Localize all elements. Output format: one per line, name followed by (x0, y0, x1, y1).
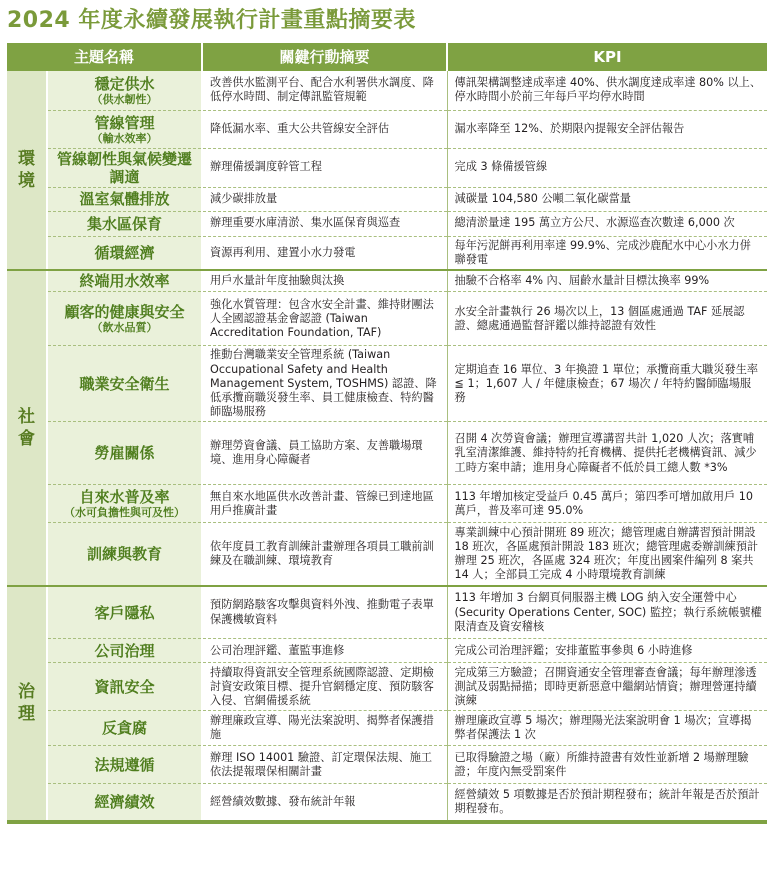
action-cell: 辦理勞資會議、員工協助方案、友善職場環境、進用身心障礙者 (202, 422, 447, 485)
topic-cell (47, 711, 202, 746)
table-row (7, 663, 767, 711)
action-cell: 資源再利用、建置小水力發電 (202, 236, 447, 270)
action-cell: 預防網路駭客攻擊與資料外洩、推動電子表單保護機敏資料 (202, 586, 447, 639)
topic-cell (47, 187, 202, 211)
table-row (7, 523, 767, 586)
topic-name: 反貪腐 (102, 719, 148, 738)
table-row (7, 586, 767, 639)
table-row (7, 346, 767, 422)
topic-name: 管線管理 (94, 113, 155, 132)
kpi-cell: 抽驗不合格率 4% 內、屆齡水量計目標汰換率 99% (447, 270, 767, 292)
topic-name: 集水區保育 (87, 214, 163, 233)
topic-cell (47, 586, 202, 639)
action-cell: 無自來水地區供水改善計畫、管線已到達地區用戶推廣計畫 (202, 485, 447, 523)
topic-name: 法規遵循 (94, 755, 155, 774)
topic-name: 終端用水效率 (79, 272, 170, 291)
table-row (7, 485, 767, 523)
topic-cell (47, 523, 202, 586)
section-label (7, 71, 47, 270)
topic-cell (47, 211, 202, 236)
action-cell: 推動台灣職業安全管理系統 (Taiwan Occupational Safety and Health Management System, TOSHMS) 認證、降低承攬商職災發生率、員工健康檢查、特約醫師臨場服務 (202, 346, 447, 422)
table-row (7, 422, 767, 485)
action-cell: 依年度員工教育訓練計畫辦理各項員工職前訓練及在職訓練、環境教育 (202, 523, 447, 586)
section-label (7, 270, 47, 586)
section-label (7, 586, 47, 821)
table-row (7, 784, 767, 821)
action-cell: 經營績效數據、發布統計年報 (202, 784, 447, 821)
topic-cell (47, 663, 202, 711)
page-title: 2024 年度永續發展執行計畫重點摘要表 (7, 8, 416, 33)
topic-subtitle: （供水韌性） (91, 92, 158, 106)
topic-name: 循環經濟 (94, 243, 155, 262)
action-cell: 降低漏水率、重大公共管線安全評估 (202, 110, 447, 148)
header-topic: 主題名稱 (7, 43, 202, 71)
table-header-row (7, 43, 767, 71)
topic-name: 管線韌性與氣候變遷調適 (57, 149, 193, 186)
topic-cell (47, 148, 202, 187)
topic-cell (47, 292, 202, 346)
action-cell: 強化水質管理：包含水安全計畫、維持財團法人全國認證基金會認證 (Taiwan Accreditation Foundation, TAF) (202, 292, 447, 346)
kpi-cell: 經營績效 5 項數據是否於預計期程發布；統計年報是否於預計期程發布。 (447, 784, 767, 821)
table-row (7, 110, 767, 148)
topic-cell (47, 270, 202, 292)
action-cell: 減少碳排放量 (202, 187, 447, 211)
table-row (7, 639, 767, 663)
kpi-cell: 辦理廉政宣導 5 場次；辦理陽光法案說明會 1 場次；宣導揭弊者保護法 1 次 (447, 711, 767, 746)
topic-cell (47, 236, 202, 270)
table-bottom-rule (7, 822, 767, 824)
header-action: 關鍵行動摘要 (202, 43, 447, 71)
section-name: 環境 (18, 148, 35, 191)
kpi-cell: 完成第三方驗證；召開資通安全管理審查會議；每年辦理滲透測試及弱點掃描；即時更新惡意中繼網站情資；辦理營運持續演練 (447, 663, 767, 711)
topic-cell (47, 784, 202, 821)
table-body (7, 71, 767, 821)
topic-name: 訓練與教育 (87, 545, 163, 564)
table-row (7, 292, 767, 346)
kpi-cell: 完成 3 條備援管線 (447, 148, 767, 187)
kpi-cell: 水安全計畫執行 26 場次以上，13 個區處通過 TAF 延展認證、總處通過監督評鑑以維持認證有效性 (447, 292, 767, 346)
kpi-cell: 專業訓練中心預計開班 89 班次；總管理處自辦講習預計開設 18 班次，各區處預計開設 183 班次；總管理處委辦訓練預計辦理 25 班次，各區處 324 班次；年度出國案件編列 8 案共 14 人；全部員工完成 4 小時環境教育訓練 (447, 523, 767, 586)
topic-name: 自來水普及率 (79, 488, 170, 507)
section-name: 治理 (18, 682, 35, 725)
action-cell: 辦理廉政宣導、陽光法案說明、揭弊者保護措施 (202, 711, 447, 746)
table-row (7, 711, 767, 746)
table-row (7, 148, 767, 187)
table-row (7, 71, 767, 110)
kpi-cell: 113 年增加 3 台網頁伺服器主機 LOG 納入安全運營中心 (Security Operations Center, SOC) 監控；執行系統帳號權限清查及資安稽核 (447, 586, 767, 639)
action-cell: 用戶水量計年度抽驗與汰換 (202, 270, 447, 292)
topic-name: 客戶隱私 (94, 603, 155, 622)
kpi-cell: 召開 4 次勞資會議；辦理宣導講習共計 1,020 人次；落實哺乳室清潔維護、維持特約托育機構、提供托老機構資訊、減少工時方案申請；進用身心障礙者不低於員工總人數 *3% (447, 422, 767, 485)
header-kpi: KPI (447, 43, 767, 71)
table-row (7, 746, 767, 784)
action-cell: 辦理備援調度幹管工程 (202, 148, 447, 187)
topic-cell (47, 485, 202, 523)
topic-subtitle: （水可負擔性與可及性） (64, 506, 185, 520)
topic-name: 穩定供水 (94, 74, 155, 93)
topic-name: 溫室氣體排放 (79, 190, 170, 208)
topic-cell (47, 639, 202, 663)
table-row (7, 236, 767, 270)
topic-name: 公司治理 (94, 641, 155, 660)
topic-subtitle: （輸水效率） (91, 131, 158, 145)
topic-cell (47, 71, 202, 110)
summary-table (7, 43, 767, 822)
table-row (7, 187, 767, 211)
kpi-cell: 總清淤量達 195 萬立方公尺、水源巡查次數達 6,000 次 (447, 211, 767, 236)
topic-name: 勞雇關係 (94, 444, 155, 463)
table-row (7, 211, 767, 236)
kpi-cell: 傳訊架構調整達成率達 40%、供水調度達成率達 80% 以上、停水時間小於前三年每戶平均停水時間 (447, 71, 767, 110)
kpi-cell: 113 年增加核定受益戶 0.45 萬戶；第四季可增加啟用戶 10 萬戶，普及率可達 95.0% (447, 485, 767, 523)
topic-name: 顧客的健康與安全 (64, 303, 185, 322)
kpi-cell: 每年污泥餅再利用率達 99.9%、完成沙鹿配水中心小水力併聯發電 (447, 236, 767, 270)
topic-subtitle: （飲水品質） (91, 321, 158, 335)
topic-name: 資訊安全 (94, 677, 155, 696)
action-cell: 改善供水監測平台、配合水利署供水調度、降低停水時間、制定傳訊監管規範 (202, 71, 447, 110)
topic-name: 經濟績效 (94, 793, 155, 812)
action-cell: 辦理重要水庫清淤、集水區保育與巡查 (202, 211, 447, 236)
action-cell: 持續取得資訊安全管理系統國際認證、定期檢討資安政策目標、提升官網穩定度、預防駭客入侵、官網備援系統 (202, 663, 447, 711)
kpi-cell: 減碳量 104,580 公噸二氧化碳當量 (447, 187, 767, 211)
topic-cell (47, 346, 202, 422)
topic-cell (47, 746, 202, 784)
kpi-cell: 完成公司治理評鑑；安排董監事參與 6 小時進修 (447, 639, 767, 663)
kpi-cell: 漏水率降至 12%、於期限內提報安全評估報告 (447, 110, 767, 148)
kpi-cell: 定期追查 16 單位、3 年換證 1 單位；承攬商重大職災發生率 ≦ 1；1,607 人 / 年健康檢查；67 場次 / 年特約醫師臨場服務 (447, 346, 767, 422)
action-cell: 公司治理評鑑、董監事進修 (202, 639, 447, 663)
action-cell: 辦理 ISO 14001 驗證、訂定環保法規、施工依法提報環保相關計畫 (202, 746, 447, 784)
topic-cell (47, 110, 202, 148)
kpi-cell: 已取得驗證之場（廠）所維持證書有效性並新增 2 場辦理驗證；年度內無受罰案件 (447, 746, 767, 784)
table-row (7, 270, 767, 292)
section-name: 社會 (18, 406, 35, 449)
topic-name: 職業安全衛生 (79, 374, 170, 393)
topic-cell (47, 422, 202, 485)
